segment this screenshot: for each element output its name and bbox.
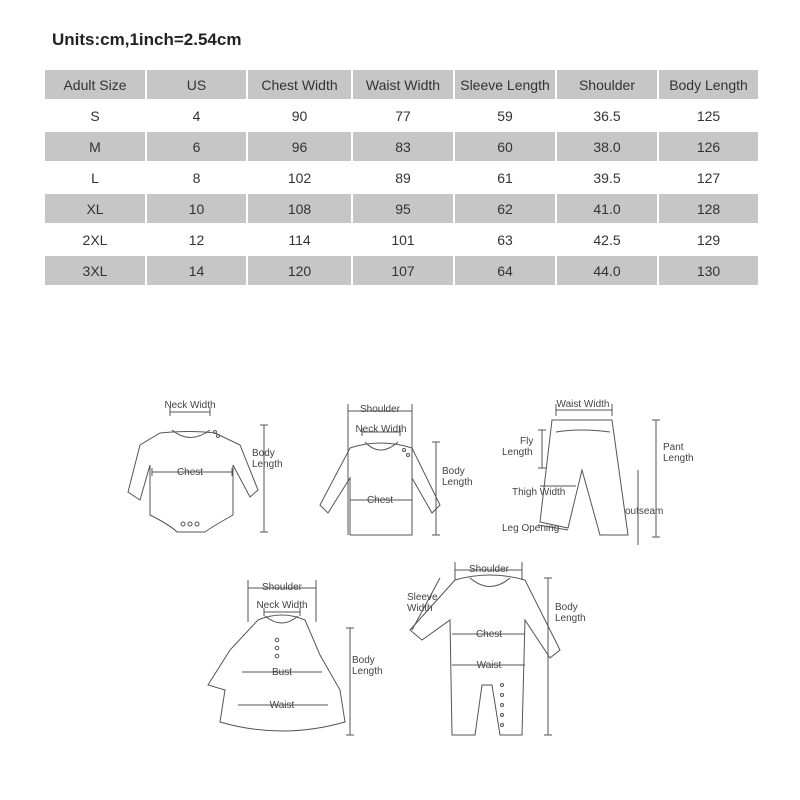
dress-waist-label: Waist — [269, 700, 295, 711]
table-row — [45, 132, 758, 161]
romper-illustration — [410, 562, 560, 735]
size-chart-table — [43, 68, 760, 287]
header-chest-width: Chest Width — [248, 70, 351, 99]
cell: 62 — [455, 194, 555, 223]
pants-outseam-label: outseam — [625, 506, 664, 517]
header-waist-width: Waist Width — [353, 70, 453, 99]
measurement-diagrams — [120, 385, 700, 785]
dress-neck-width-label: Neck Width — [256, 600, 308, 611]
romper-waist-label: Waist — [476, 660, 502, 671]
cell: 114 — [248, 225, 351, 254]
cell: 127 — [659, 163, 758, 192]
table-row — [45, 163, 758, 192]
table-row — [45, 194, 758, 223]
cell: 128 — [659, 194, 758, 223]
cell: 83 — [353, 132, 453, 161]
bodysuit-neck-width-label: Neck Width — [164, 400, 216, 411]
pants-pant-length-label: Length — [663, 453, 694, 464]
cell: 14 — [147, 256, 246, 285]
sweater-shoulder-label: Shoulder — [359, 404, 401, 415]
pants-pant-label: Pant — [663, 442, 684, 453]
cell: 12 — [147, 225, 246, 254]
dress-body-label: Body — [352, 655, 375, 666]
header-sleeve-length: Sleeve Length — [455, 70, 555, 99]
dress-shoulder-label: Shoulder — [261, 582, 303, 593]
cell: 95 — [353, 194, 453, 223]
cell: S — [45, 101, 145, 130]
cell: 107 — [353, 256, 453, 285]
romper-chest-label: Chest — [475, 629, 503, 640]
header-adult-size: Adult Size — [45, 70, 145, 99]
sweater-body-label: Body — [442, 466, 465, 477]
romper-body-label: Body — [555, 602, 578, 613]
cell: 77 — [353, 101, 453, 130]
pants-fly-length-label: Length — [502, 447, 533, 458]
cell: 2XL — [45, 225, 145, 254]
cell: 41.0 — [557, 194, 657, 223]
cell: 120 — [248, 256, 351, 285]
cell: XL — [45, 194, 145, 223]
cell: L — [45, 163, 145, 192]
cell: 44.0 — [557, 256, 657, 285]
table-header-row — [45, 70, 758, 99]
cell: 3XL — [45, 256, 145, 285]
cell: 89 — [353, 163, 453, 192]
cell: 102 — [248, 163, 351, 192]
romper-sleeve-width-label: Width — [407, 603, 433, 614]
cell: M — [45, 132, 145, 161]
cell: 10 — [147, 194, 246, 223]
header-shoulder: Shoulder — [557, 70, 657, 99]
pants-thigh-width-label: Thigh Width — [512, 487, 566, 498]
cell: 36.5 — [557, 101, 657, 130]
cell: 96 — [248, 132, 351, 161]
table-row — [45, 256, 758, 285]
cell: 130 — [659, 256, 758, 285]
bodysuit-chest-label: Chest — [176, 467, 204, 478]
pants-leg-opening-label: Leg Opening — [502, 523, 560, 534]
cell: 129 — [659, 225, 758, 254]
sweater-length-label: Length — [442, 477, 473, 488]
table-row — [45, 225, 758, 254]
cell: 64 — [455, 256, 555, 285]
romper-shoulder-label: Shoulder — [468, 564, 510, 575]
bodysuit-body-label: Body — [252, 448, 275, 459]
sweater-neck-width-label: Neck Width — [355, 424, 407, 435]
cell: 108 — [248, 194, 351, 223]
cell: 4 — [147, 101, 246, 130]
pants-fly-label: Fly — [520, 436, 534, 447]
dress-bust-label: Bust — [271, 667, 293, 678]
cell: 126 — [659, 132, 758, 161]
sweater-chest-label: Chest — [366, 495, 394, 506]
cell: 60 — [455, 132, 555, 161]
dress-length-label: Length — [352, 666, 383, 677]
cell: 39.5 — [557, 163, 657, 192]
romper-length-label: Length — [555, 613, 586, 624]
cell: 125 — [659, 101, 758, 130]
cell: 101 — [353, 225, 453, 254]
pants-waist-width-label: Waist Width — [556, 399, 610, 410]
table-row — [45, 101, 758, 130]
units-label: Units:cm,1inch=2.54cm — [52, 30, 242, 49]
cell: 61 — [455, 163, 555, 192]
cell: 6 — [147, 132, 246, 161]
cell: 42.5 — [557, 225, 657, 254]
cell: 38.0 — [557, 132, 657, 161]
cell: 90 — [248, 101, 351, 130]
bodysuit-length-label: Length — [252, 459, 283, 470]
header-body-length: Body Length — [659, 70, 758, 99]
header-us: US — [147, 70, 246, 99]
cell: 8 — [147, 163, 246, 192]
cell: 59 — [455, 101, 555, 130]
cell: 63 — [455, 225, 555, 254]
romper-sleeve-label: Sleeve — [407, 592, 438, 603]
